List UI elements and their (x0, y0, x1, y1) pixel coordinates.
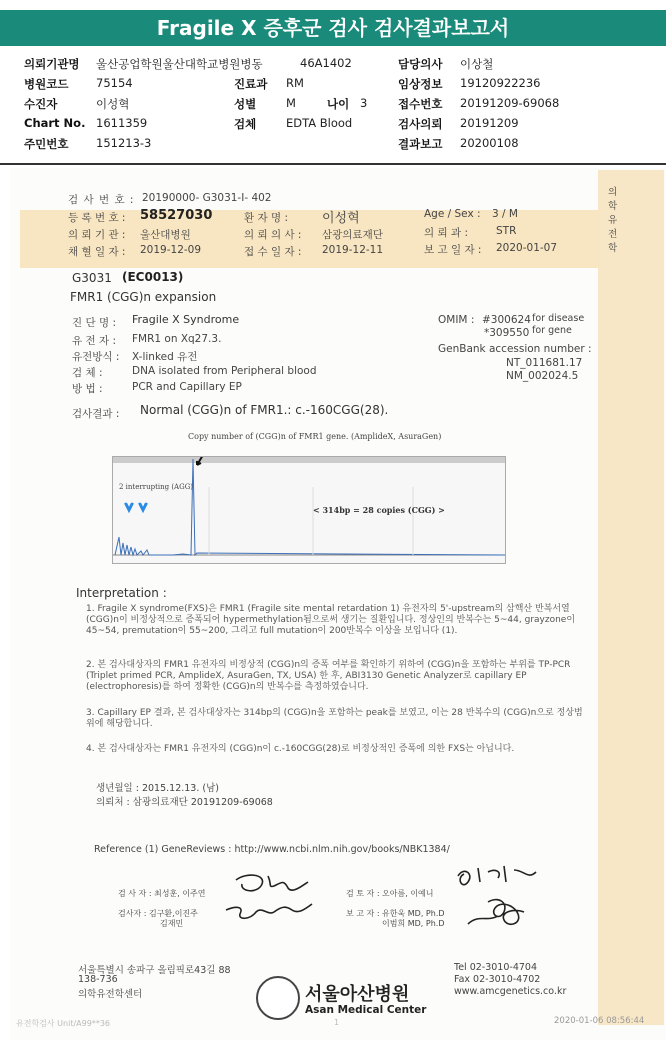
report-date: 2020-01-07 (496, 242, 558, 254)
chart-caption: Copy number of (CGG)n of FMR1 gene. (AmplideX, AsuraGen) (188, 432, 442, 441)
reg-no: 58527030 (140, 208, 213, 223)
result: Normal (CGG)n of FMR1.: c.-160CGG(28). (140, 403, 389, 417)
electropherogram-svg (113, 457, 505, 563)
label: 검체 (234, 117, 257, 131)
birth-date: 생년월일 : 2015.12.13. (남) (96, 783, 219, 794)
chart-annotation-left: 2 interrupting (AGG) (119, 483, 194, 491)
value: 151213-3 (96, 136, 152, 150)
label: 임상정보 (398, 77, 443, 91)
test-name: FMR1 (CGG)n expansion (70, 290, 217, 304)
website: www.amcgenetics.co.kr (454, 986, 567, 997)
reviewer-signature (448, 862, 558, 934)
reg-no-label: 등 록 번 호 : (68, 212, 126, 224)
reviewer: 검 토 자 : 오아름, 이예니 (346, 889, 434, 898)
label: 접수번호 (398, 97, 443, 111)
label: 주민번호 (24, 137, 69, 151)
value: M (286, 96, 296, 110)
page-title: Fragile X 증후군 검사 검사결과보고서 (0, 10, 666, 46)
exam-staff: 검사자 : 김구환,이진주 (118, 909, 198, 918)
chart-header-bar (113, 457, 505, 463)
omim1: #300624 (482, 314, 531, 326)
value: 19120922236 (460, 76, 541, 90)
genbank1: NT_011681.17 (506, 357, 583, 369)
fax: Fax 02-3010-4702 (454, 974, 541, 985)
value: 이상철 (460, 57, 494, 71)
omim2-note: for gene (532, 325, 572, 336)
interpretation-paragraph: 2. 본 검사대상자의 FMR1 유전자의 비정상적 (CGG)n의 증폭 여부를 확인하기 위하여 (CGG)n을 포함하는 부위를 TP-PCR (Triplet primed PCR, AmplideX, AsuraGen, TX, USA) 한 후, ABI3130 Genetic Analyzer로 capillary EP (electrophoresis)를 하여 정확한 (CGG)n의 반복수를 측정하였습니다. (86, 660, 571, 692)
interpretation-paragraph: 3. Capillary EP 결과, 본 검사대상자는 314bp의 (CGG)n을 포함하는 peak를 보였고, 이는 28 반복수의 (CGG)n으로 정상범위에 해당합니다. (86, 708, 583, 729)
gene: FMR1 on Xq27.3. (132, 333, 222, 345)
omim1-note: for disease (532, 313, 585, 324)
req-doc: 삼광의료재단 (322, 229, 383, 241)
method: PCR and Capillary EP (132, 381, 242, 393)
collect-date: 2019-12-09 (140, 244, 202, 256)
age-sex-label: Age / Sex : (424, 208, 481, 220)
requester: 의뢰처 : 삼광의료재단 20191209-69068 (96, 797, 273, 808)
age-sex: 3 / M (492, 208, 518, 220)
diag: Fragile X Syndrome (132, 313, 240, 326)
hospital-name-kr: 서울아산병원 (305, 984, 410, 1005)
value: RM (286, 76, 304, 90)
examiner-signature (216, 868, 326, 930)
label: 진료과 (234, 77, 268, 91)
reporter: 보 고 자 : 유한욱 MD, Ph.D (346, 909, 445, 918)
trace-line (115, 459, 505, 555)
req-doc-label: 의 뢰 의 사 : (244, 229, 302, 241)
exam-no: 20190000- G3031-I- 402 (142, 192, 272, 204)
label: 병원코드 (24, 77, 69, 91)
label: 나이 (327, 97, 350, 111)
specimen-label: 검 체 : (72, 367, 103, 379)
interpretation-title: Interpretation : (76, 586, 167, 600)
value: 75154 (96, 76, 133, 90)
exam-no-label: 검 사 번 호 : (68, 194, 135, 206)
side-highlight (598, 170, 664, 1025)
interpretation-paragraph: 4. 본 검사대상자는 FMR1 유전자의 (CGG)n이 c.-160CGG(28)로 비정상적인 증폭에 의한 FXS는 아닙니다. (86, 744, 515, 754)
footer-left: 유전학검사 Unit/A99**36 (16, 1019, 110, 1028)
value: 20191209-69068 (460, 96, 560, 110)
label: 결과보고 (398, 137, 443, 151)
inherit-label: 유전방식 : (72, 351, 120, 363)
examiner: 검 사 자 : 최성훈, 이주연 (118, 889, 206, 898)
value: 46A1402 (300, 56, 352, 70)
blue-arrow-1 (125, 503, 133, 511)
inherit: X-linked 유전 (132, 351, 198, 363)
side-label: 의학유전학 (608, 187, 618, 254)
tel: Tel 02-3010-4704 (454, 962, 537, 973)
patient-info-table (0, 54, 666, 164)
result-label: 검사결과 : (72, 408, 120, 420)
label: 담당의사 (398, 57, 443, 71)
genbank2: NM_002024.5 (506, 370, 579, 382)
genbank-label: GenBank accession number : (438, 343, 592, 355)
patient-name: 이성혁 (322, 211, 360, 226)
exam-staff-2: 김재민 (160, 919, 184, 928)
collect-label: 채 혈 일 자 : (68, 246, 126, 258)
req-inst: 울산대병원 (140, 229, 191, 241)
method-label: 방 법 : (72, 383, 103, 395)
gene-label: 유 전 자 : (72, 335, 116, 347)
value: 20200108 (460, 136, 519, 150)
value: 울산공업학원울산대학교병원병동 (96, 57, 263, 71)
specimen: DNA isolated from Peripheral blood (132, 365, 317, 377)
page-number: 1 (334, 1018, 340, 1027)
address-2: 138-736 (78, 974, 118, 985)
label: 검사의뢰 (398, 117, 443, 131)
chart-annotation-peak: < 314bp = 28 copies (CGG) > (313, 505, 445, 515)
divider (0, 163, 666, 165)
blue-arrow-2 (139, 503, 147, 511)
footer-timestamp: 2020-01-06 08:56:44 (554, 1016, 645, 1026)
omim2: *309550 (484, 327, 530, 339)
reference: Reference (1) GeneReviews : http://www.ncbi.nlm.nih.gov/books/NBK1384/ (94, 844, 450, 855)
value: 이성혁 (96, 97, 130, 111)
value: 1611359 (96, 116, 148, 130)
info-row (24, 56, 644, 74)
info-row (24, 116, 644, 134)
label: 수진자 (24, 97, 58, 111)
info-row (24, 76, 644, 94)
req-inst-label: 의 뢰 기 관 : (68, 229, 126, 241)
address-3: 의학유전학센터 (78, 989, 143, 1000)
asan-foundation-logo (256, 976, 300, 1020)
electropherogram-chart (112, 456, 506, 564)
interpretation-paragraph: 1. Fragile X syndrome(FXS)은 FMR1 (Fragile site mental retardation 1) 유전자의 5'-upstream의 삼핵산 반복서열 (CGG)n이 비정상적으로 증폭되어 hypermethylation됨으로써 생기는 질환입니다. 정상인의 반복수는 5~44, grayzone이 45~54, premutation이 55~200, 그리고 full mutation이 200반복수 이상을 보입니다 (1). (86, 604, 576, 636)
label: 의뢰기관명 (24, 57, 80, 71)
test-subcode: (EC0013) (122, 270, 184, 284)
label: 성별 (234, 97, 257, 111)
test-code: G3031 (72, 271, 112, 285)
omim-label: OMIM : (438, 314, 475, 326)
value: 3 (360, 96, 368, 110)
receive-date: 2019-12-11 (322, 244, 384, 256)
label: Chart No. (24, 116, 86, 130)
req-dept-label: 의 뢰 과 : (424, 227, 468, 239)
hospital-name-en: Asan Medical Center (305, 1004, 427, 1016)
value: 20191209 (460, 116, 519, 130)
value: EDTA Blood (286, 116, 353, 130)
reporter-2: 이범희 MD, Ph.D (382, 919, 445, 928)
patient-label: 환 자 명 : (244, 212, 288, 224)
info-row (24, 96, 644, 114)
report-date-label: 보 고 일 자 : (424, 244, 482, 256)
receive-label: 접 수 일 자 : (244, 246, 302, 258)
req-dept: STR (496, 225, 517, 237)
diag-label: 진 단 명 : (72, 317, 116, 329)
info-row (24, 136, 644, 154)
address-1: 서울특별시 송파구 올림픽로43길 88 (78, 965, 231, 976)
